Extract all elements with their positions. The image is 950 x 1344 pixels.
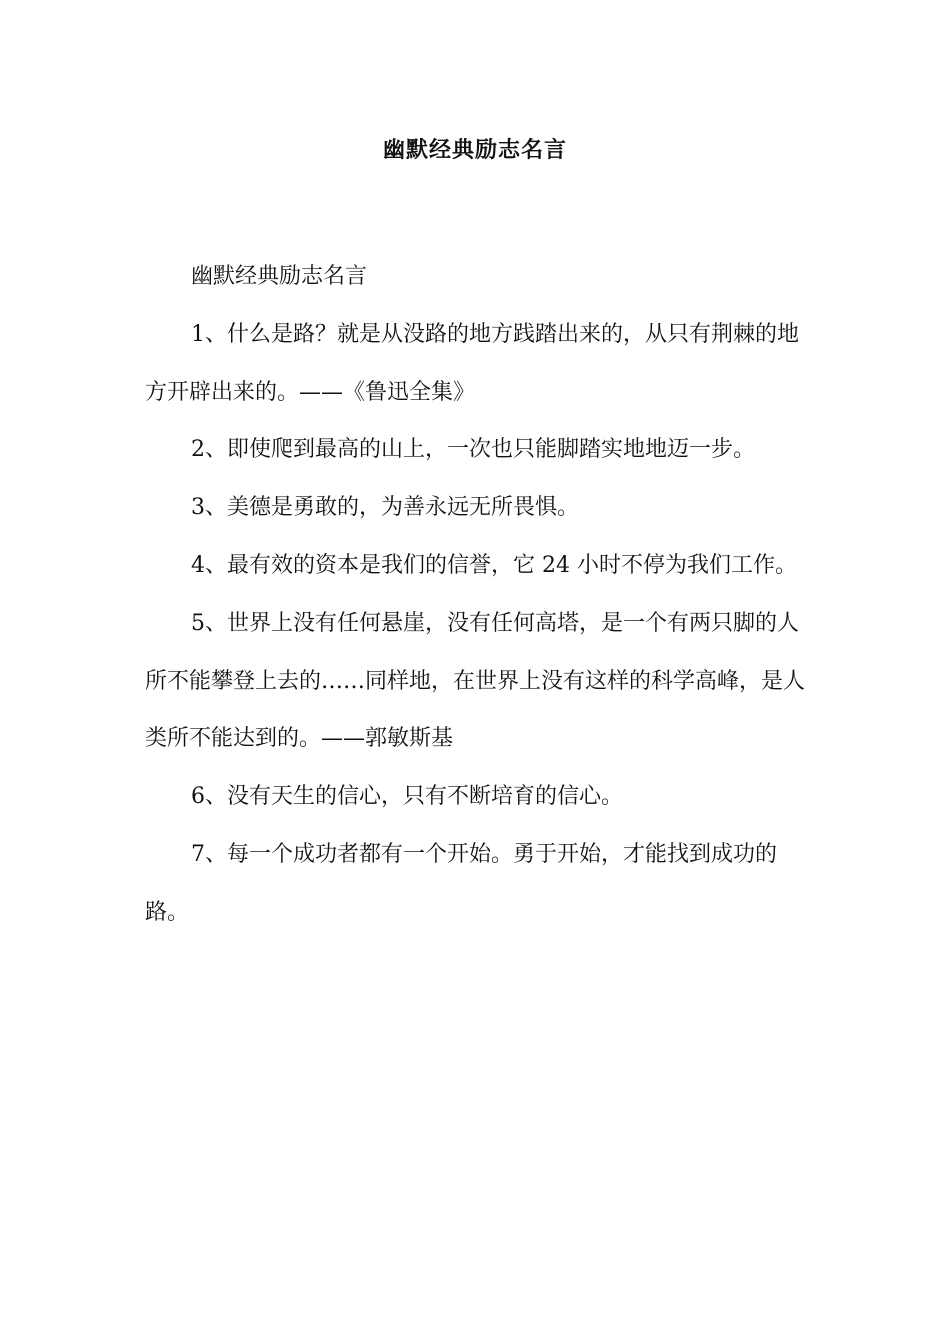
paragraph-quote-2: 2、即使爬到最高的山上，一次也只能脚踏实地地迈一步。 <box>191 437 755 463</box>
paragraph-quote-1: 1、什么是路？就是从没路的地方践踏出来的，从只有荆棘的地方开辟出来的。——《鲁迅全集》 <box>145 321 799 405</box>
paragraph-quote-4: 4、最有效的资本是我们的信誉，它 24 小时不停为我们工作。 <box>191 552 797 578</box>
paragraph-quote-5: 5、世界上没有任何悬崖，没有任何高塔，是一个有两只脚的人所不能攀登上去的……同样地，在世界上没有这样的科学高峰，是人类所不能达到的。——郭敏斯基 <box>145 610 806 752</box>
paragraph-heading: 幽默经典励志名言 <box>191 264 368 289</box>
paragraph-quote-3: 3、美德是勇敢的，为善永远无所畏惧。 <box>191 495 579 521</box>
paragraph-quote-7: 7、每一个成功者都有一个开始。勇于开始，才能找到成功的路。 <box>145 841 777 925</box>
paragraph-quote-6: 6、没有天生的信心，只有不断培育的信心。 <box>191 784 623 810</box>
document-title: 幽默经典励志名言 <box>382 137 567 163</box>
document-body <box>145 248 807 942</box>
